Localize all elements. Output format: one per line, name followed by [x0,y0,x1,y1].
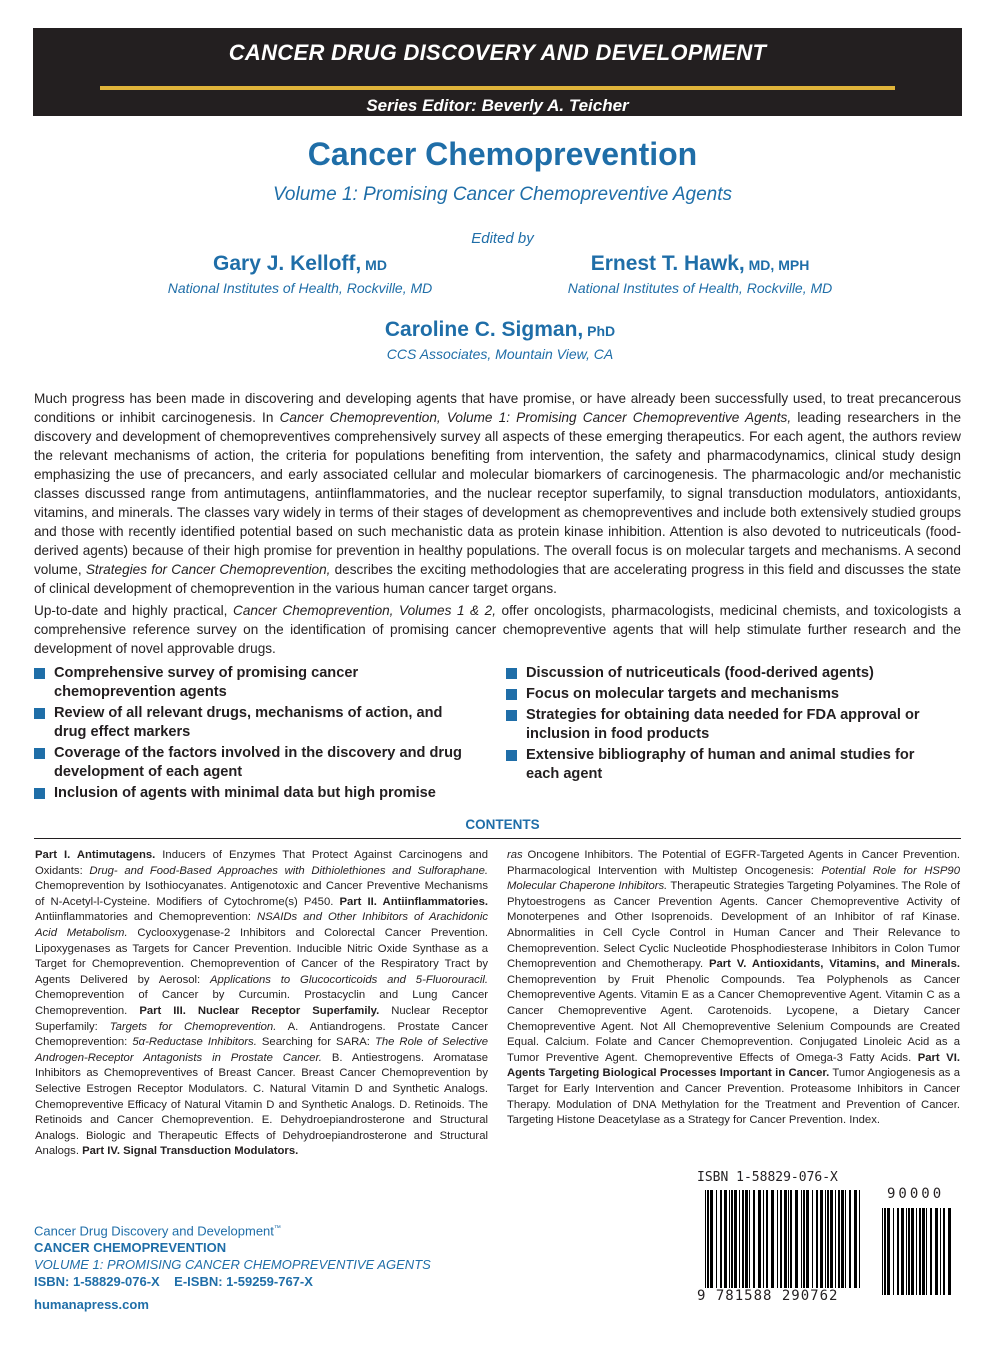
feature-bullet [34,664,474,702]
barcode-bar [771,1190,774,1288]
barcode-bar [908,1208,910,1295]
italic-text: Targets for Chemoprevention. [109,1020,277,1033]
italic-text: Potential Role for HSP90 Molecular Chaperone Inhibitors. [507,864,960,893]
contents-column-right [507,848,960,1129]
barcode-bar [884,1208,886,1295]
feature-text: Extensive bibliography of human and animal studies for each agent [526,747,915,782]
barcode [697,1170,962,1310]
barcode-addon-bars [882,1208,957,1295]
text-segment: Therapeutic Strategies Targeting Polyamines. The Role of Phytoestrogens as Cancer Prevention Agents. Cancer Chemopreventive Activity of Monoterpenes and Other Isoprenoids. Development of an Inhibitor of raf Kinase. Abnormalities in Cell Cycle Control in Human Cancer and Their Relevance to Chemoprevention. Select Cyclic Nucleotide Phosphodiesterase Inhibitors in Colon Tumor Chemoprevention and Chemotherapy. [507,880,960,971]
contents-column-left [35,848,488,1160]
footer-title: CANCER CHEMOPREVENTION [34,1240,227,1256]
barcode-bar [820,1190,823,1288]
footer-isbn: ISBN: 1-58829-076-X E-ISBN: 1-59259-767-X [34,1274,313,1290]
editor-name: Gary J. Kelloff, [213,252,362,275]
barcode-bar [835,1190,836,1288]
editor-degree: MD [361,257,387,273]
footer-website[interactable]: humanapress.com [34,1297,149,1313]
editor-affiliation: CCS Associates, Mountain View, CA [386,346,614,362]
feature-text: Inclusion of agents with minimal data but high promise [54,785,436,801]
barcode-bar [784,1190,787,1288]
barcode-bar [916,1208,917,1295]
text-segment: A. Antiandrogens. Prostate Cancer Chemoprevention: [35,1020,488,1049]
italic-text: 5α-Reductase Inhibitors. [132,1036,257,1049]
square-bullet-icon [506,750,517,761]
barcode-bar [710,1190,713,1288]
italic-text: NSAIDs and Other Inhibitors of Arachidonic Acid Metabolism. [35,911,488,939]
footer-info [34,1220,431,1313]
book-subtitle: Volume 1: Promising Cancer Chemopreventive Agents [272,184,733,205]
barcode-bar [882,1208,883,1295]
barcode-bar [812,1190,813,1288]
barcode-bar [816,1190,818,1288]
feature-bullet [34,704,474,742]
italic-text: Drug- and Food-Based Approaches with Dithiolethiones and Sulforaphane. [89,864,489,877]
italic-text: Cancer Chemoprevention, Volumes 1 & 2, [233,603,496,618]
feature-text: Focus on molecular targets and mechanisms [526,686,840,702]
features-right [506,664,946,786]
barcode-bar [766,1190,768,1288]
edited-by-label: Edited by [471,230,534,247]
barcode-bar [906,1208,907,1295]
barcode-bar [845,1190,846,1288]
barcode-bar [739,1190,740,1288]
barcode-bar [935,1208,938,1295]
square-bullet-icon [506,710,517,721]
barcode-bar [926,1208,927,1295]
text-segment: Up-to-date and highly practical, [34,603,234,618]
barcode-bar [806,1190,809,1288]
barcode-bar [922,1208,925,1295]
series-banner [33,28,962,116]
barcode-bar [841,1190,844,1288]
description-paragraph [34,389,961,598]
barcode-bar [734,1190,737,1288]
description [34,389,961,661]
feature-bullet [506,746,946,784]
barcode-price-code: 90000 [887,1186,945,1202]
barcode-bar [753,1190,755,1288]
barcode-bar [788,1190,789,1288]
text-segment: Inducers of Enzymes That Protect Against Carcinogens and Oxidants: [35,849,488,877]
barcode-bar [911,1208,914,1295]
contents-rule [34,838,961,839]
features-left [34,664,474,805]
barcode-bar [705,1190,706,1288]
footer-series: Cancer Drug Discovery and Development [34,1223,274,1239]
gold-divider [100,86,895,90]
editor-hawk [530,252,870,296]
editor-name: Caroline C. Sigman, [384,318,584,341]
barcode-bar [849,1190,851,1288]
editor-name: Ernest T. Hawk, [590,252,745,275]
barcode-bar [897,1208,899,1295]
barcode-bar [854,1190,857,1288]
book-title: Cancer Chemoprevention [307,136,698,172]
trademark: ™ [273,1225,281,1232]
barcode-bar [758,1190,761,1288]
barcode-bar [919,1208,921,1295]
text-segment: Chemoprevention by Isothiocyanates. Antigenotoxic and Cancer Preventive Mechanisms of N-Acetyl-l-Cysteine. Modifiers of Cytochrome(s) P450. [35,880,488,908]
feature-bullet [506,706,946,744]
feature-text: Review of all relevant drugs, mechanisms of action, and drug effect markers [54,705,443,740]
barcode-bar [731,1190,733,1288]
barcode-bar [790,1190,792,1288]
square-bullet-icon [34,668,45,679]
italic-text: Strategies for Cancer Chemoprevention, [85,562,331,577]
footer-volume: VOLUME 1: PROMISING CANCER CHEMOPREVENTIVE AGENTS [34,1257,431,1273]
square-bullet-icon [34,748,45,759]
series-title: CANCER DRUG DISCOVERY AND DEVELOPMENT [228,40,767,65]
text-segment: Antiinflammatories and Chemoprevention: [35,911,257,924]
contents-heading: CONTENTS [465,817,540,832]
feature-text: Discussion of nutriceuticals (food-derived agents) [526,665,874,681]
contents-part-heading: Part IV. Signal Transduction Modulators. [82,1145,299,1158]
editor-sigman [300,318,700,362]
text-segment: B. Antiestrogens. Aromatase Inhibitors as Chemopreventives of Breast Cancer. Breast Cancer Chemoprevention by Selective Estrogen Receptor Modulators. C. Natural Vitamin D and Synthetic Analogs. Chemopreventive Efficacy of Natural Vitamin D and Synthetic Analogs. D. Retinoids. The Retinoids and Cancer Chemoprevention. E. Dehydroepiandrosterone and Structural Analogs. Biologic and Therapeutic Effects of Dehydroepiandrosterone and Structural Analogs. [35,1051,488,1158]
barcode-bar [830,1190,833,1288]
text-segment: Tumor Angiogenesis as a Target for Early Intervention and Cancer Prevention. Proteasome Inhibitors in Cancer Therapy. Modulation of DNA Methylation for the Treatment and Prevention of Cancer. Targeting Histone Deacetylase as a Strategy for Cancer Prevention. Index. [507,1067,960,1127]
text-segment: describes the exciting methodologies that are accelerating progress in this field and discusses the state of clinical development of chemoprevention in the various human cancer target organs. [34,562,961,596]
series-editor: Series Editor: Beverly A. Teicher [366,96,629,115]
barcode-bar [724,1190,727,1288]
text-segment: Cyclooxygenase-2 Inhibitors and Colorectal Cancer Prevention. Lipoxygenases as Targets for Cancer Prevention. Inducible Nitric Oxide Synthase as a Target for Chemoprevention. Chemoprevention of Cancer of the Respiratory Tract by Agents Delivered by Aerosol: [35,926,489,986]
barcode-bar [940,1208,941,1295]
barcode-bar [838,1190,840,1288]
barcode-bar [720,1190,722,1288]
text-segment: Searching for SARA: [256,1036,375,1049]
barcode-ean: 9 781588 290762 [697,1288,839,1304]
text-segment: leading researchers in the discovery and development of chemopreventives comprehensively survey all aspects of these emerging therapeutics. For each agent, the authors review the relevant mechanisms of action, the criteria for populations benefiting from intervention, the safety and pharmacodynamics, clinical study design emphasizing the use of precancers, and early associated cellular and molecular biomarkers of carcinogenesis. The pharmacologic and/or mechanistic classes discussed range from antimutagens, antiinflammatories, and the nuclear receptor superfamily, to signal transduction modulators, antioxidants, vitamins, and minerals. The classes vary widely in terms of their stages of development as chemopreventives and include both extensively studied groups and those with recently identified potential based on such mechanistic data as protein kinase inhibition. Attention is also devoted to nutriceuticals (food-derived agents) because of their high promise for prevention in healthy populations. The overall focus is on molecular targets and mechanisms. A second volume, [34,410,961,577]
editor-degree: PhD [583,323,616,339]
text-segment: Chemoprevention of Cancer by Curcumin. Prostacyclin and Lung Cancer Chemoprevention. [35,989,488,1017]
italic-text: The Role of Selective Androgen-Receptor Antagonists in Prostate Cancer. [35,1036,488,1064]
editor-affiliation: National Institutes of Health, Rockville, MD [167,280,433,296]
feature-bullet [34,744,474,782]
feature-text: Coverage of the factors involved in the discovery and drug development of each agent [54,745,462,780]
barcode-bar [901,1208,904,1295]
editor-degree: MD, MPH [744,257,810,273]
square-bullet-icon [34,708,45,719]
barcode-bar [777,1190,778,1288]
contents-part-heading: Part I. Antimutagens. [35,849,156,861]
editor-kelloff [130,252,470,296]
text-segment: Oncogene Inhibitors. The Potential of EGFR-Targeted Agents in Cancer Prevention. Pharmacological Intervention with Multistep Oncogenesis: [507,849,960,877]
editor-affiliation: National Institutes of Health, Rockville, MD [567,280,833,296]
contents-part-heading: Part V. Antioxidants, Vitamins, and Minerals. [708,958,960,971]
contents-part-heading: Part VI. Agents Targeting Biological Processes Important in Cancer. [507,1051,960,1080]
barcode-bars [705,1190,865,1295]
text-segment: offer oncologists, pharmacologists, medicinal chemists, and toxicologists a comprehensive reference survey on the identification of promising cancer chemopreventive agents that will help stimulate further research and the development of novel approvable drugs. [34,603,961,656]
description-paragraph [34,601,961,658]
barcode-bar [801,1190,802,1288]
square-bullet-icon [506,668,517,679]
barcode-bar [745,1190,748,1288]
barcode-bar [716,1190,717,1288]
barcode-bar [930,1208,932,1295]
barcode-bar [859,1190,860,1288]
feature-bullet [506,664,946,683]
barcode-bar [707,1190,709,1288]
italic-text: ras [507,849,523,861]
text-segment: Chemoprevention by Fruit Phenolic Compounds. Tea Polyphenols as Cancer Chemopreventive Agents. Vitamin E as a Cancer Chemopreventive Agent. Vitamin C as a Cancer Chemopreventive Agent. Carotenoids. Lycopene, a Dietary Cancer Chemopreventive Agent. Not All Chemopreventive Selenium Compounds are Created Equal. Calcium. Folate and Cancer Chemoprevention. Conjugated Linoleic Acid as a Tumor Preventive Agent. Chemopreventive Effects of Omega-3 Fatty Acids. [507,973,960,1064]
square-bullet-icon [34,788,45,799]
contents-part-heading: Part II. Antiinflammatories. [339,895,488,908]
feature-bullet [506,685,946,704]
feature-text: Comprehensive survey of promising cancer chemoprevention agents [54,665,359,700]
feature-bullet [34,784,474,803]
barcode-bar [763,1190,764,1288]
contents-part-heading: Part III. Nuclear Receptor Superfamily. [139,1004,380,1017]
text-segment: Much progress has been made in discovering and developing agents that have promise, or have already been successfully used, to treat precancerous conditions or inhibit carcinogenesis. In [34,391,961,425]
barcode-bar [887,1208,890,1295]
feature-text: Strategies for obtaining data needed for FDA approval or inclusion in food products [526,707,920,742]
barcode-bar [943,1208,945,1295]
barcode-bar [948,1208,951,1295]
barcode-isbn: ISBN 1-58829-076-X [697,1170,838,1185]
barcode-bar [749,1190,750,1288]
barcode-bar [729,1190,730,1288]
barcode-bar [780,1190,782,1288]
italic-text: Cancer Chemoprevention, Volume 1: Promising Cancer Chemopreventive Agents, [279,410,792,425]
barcode-bar [742,1190,744,1288]
barcode-bar [893,1208,894,1295]
barcode-bar [795,1190,798,1288]
barcode-bar [803,1190,805,1288]
text-segment: Nuclear Receptor Superfamily: [35,1004,488,1033]
barcode-bar [825,1190,826,1288]
italic-text: Applications to Glucocorticoids and 5-Fluorouracil. [210,973,488,986]
square-bullet-icon [506,689,517,700]
barcode-bar [827,1190,829,1288]
